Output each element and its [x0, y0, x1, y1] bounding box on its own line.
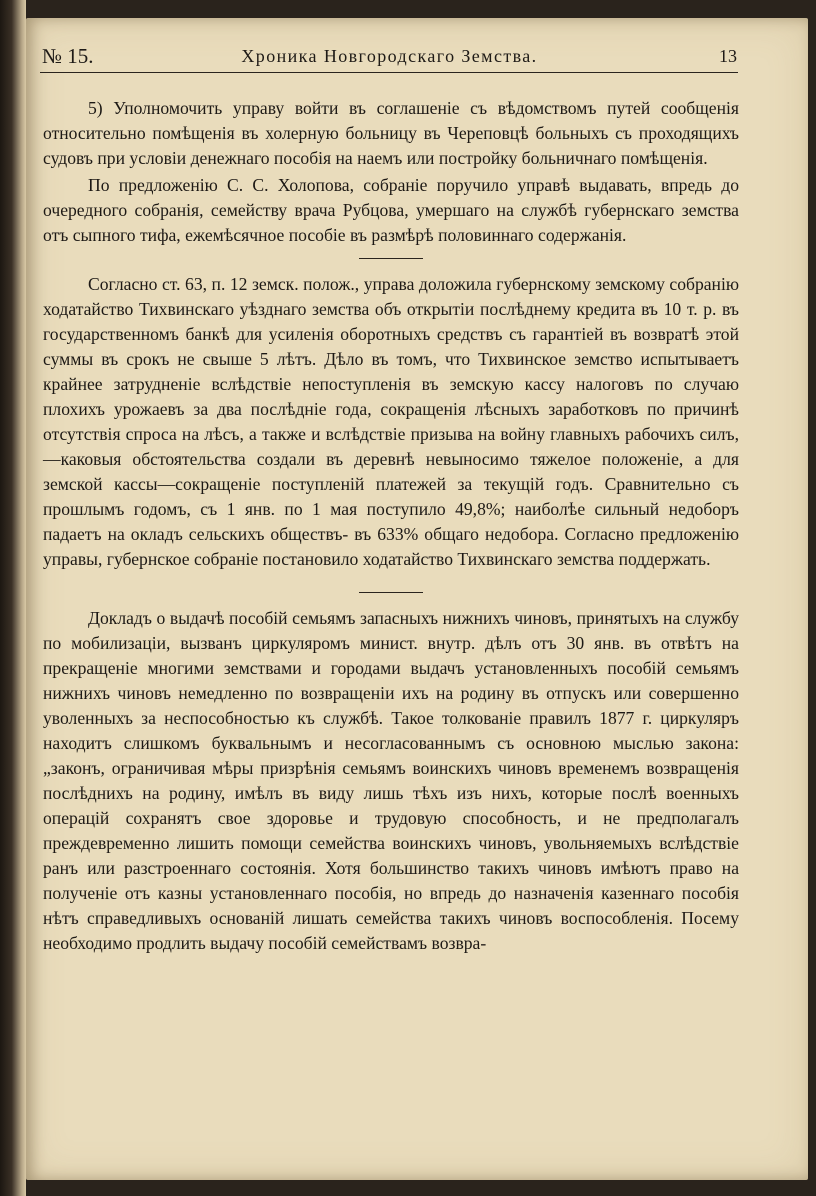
journal-title: Хроника Новгородскаго Земства.: [241, 46, 538, 66]
page-number: 13: [719, 46, 737, 66]
section-divider: [359, 258, 423, 259]
body-text: [43, 96, 739, 956]
paragraph-4: Докладъ о выдачѣ пособій семьямъ запасныхъ нижнихъ чиновъ, принятыхъ на службу по мобилизаціи, вызванъ циркуляромъ минист. внутр. дѣлъ отъ 30 янв. въ отвѣтъ на прекращеніе многими земствами и городами выдачъ установленныхъ пособій семьямъ нижнихъ чиновъ немедленно по возвращеніи ихъ на родину въ отпускъ или совершенно уволенныхъ за неспособностью къ службѣ. Такое толкованіе правилъ 1877 г. циркуляръ находитъ слишкомъ буквальнымъ и несогласованнымъ съ основною мыслью закона: „законъ, ограничивая мѣры призрѣнія семьямъ воинскихъ чиновъ временемъ возвращенія послѣднихъ на родину, имѣлъ въ виду лишь тѣхъ изъ нихъ, которые послѣ военныхъ операцій сохранятъ свое здоровье и трудовую способность, и не предполагалъ преждевременно лишить помощи семейства воинскихъ чиновъ, увольняемыхъ вслѣдствіе ранъ или разстроеннаго состоянія. Хотя большинство такихъ чиновъ имѣютъ право на полученіе отъ казны установленнаго пособія, но впредь до назначенія казеннаго пособія нѣтъ справедливыхъ основаній лишать семейства такихъ чиновъ воспособленія. Посему необходимо продлить выдачу пособій семействамъ возвра-: [43, 608, 739, 953]
paragraph-1: 5) Уполномочить управу войти въ соглашеніе съ вѣдомствомъ путей сообщенія относительно помѣщенія въ холерную больницу въ Череповцѣ больныхъ съ проходящихъ судовъ при условіи денежнаго пособія на наемъ или постройку больничнаго помѣщенія.: [43, 98, 739, 168]
section-divider: [359, 592, 423, 593]
paragraph-2: По предложенію С. С. Холопова, собраніе поручило управѣ выдавать, впредь до очередного собранія, семейству врача Рубцова, умершаго на службѣ губернскаго земства отъ сыпного тифа, ежемѣсячное пособіе въ размѣрѣ половиннаго содержанія.: [43, 175, 739, 245]
issue-number: № 15.: [42, 44, 94, 68]
page-edge: [0, 0, 26, 1196]
paragraph-3: Согласно ст. 63, п. 12 земск. полож., управа доложила губернскому земскому собранію ходатайство Тихвинскаго уѣзднаго земства объ открытіи послѣднему кредита въ 10 т. р. въ государственномъ банкѣ для усиленія оборотныхъ средствъ съ гарантіей въ возвратѣ этой суммы въ срокъ не свыше 5 лѣтъ. Дѣло въ томъ, что Тихвинское земство испытываетъ крайнее затрудненіе вслѣдствіе непоступленія въ земскую кассу налоговъ по случаю плохихъ урожаевъ за два послѣдніе года, сокращенія лѣсныхъ заработковъ по причинѣ отсутствія спроса на лѣсъ, а также и вслѣдствіе призыва на войну главныхъ рабочихъ силъ,—каковыя обстоятельства создали въ деревнѣ невыносимо тяжелое положеніе, а для земской кассы—сокращеніе поступленій платежей за текущій годъ. Сравнительно съ прошлымъ годомъ, съ 1 янв. по 1 мая поступило 49,8%; наиболѣе сильный недоборъ падаетъ на окладъ сельскихъ обществъ- въ 633% общаго недобора. Согласно предложенію управы, губернское собраніе постановило ходатайство Тихвинскаго земства поддержать.: [43, 274, 739, 569]
header-rule: [40, 72, 738, 73]
